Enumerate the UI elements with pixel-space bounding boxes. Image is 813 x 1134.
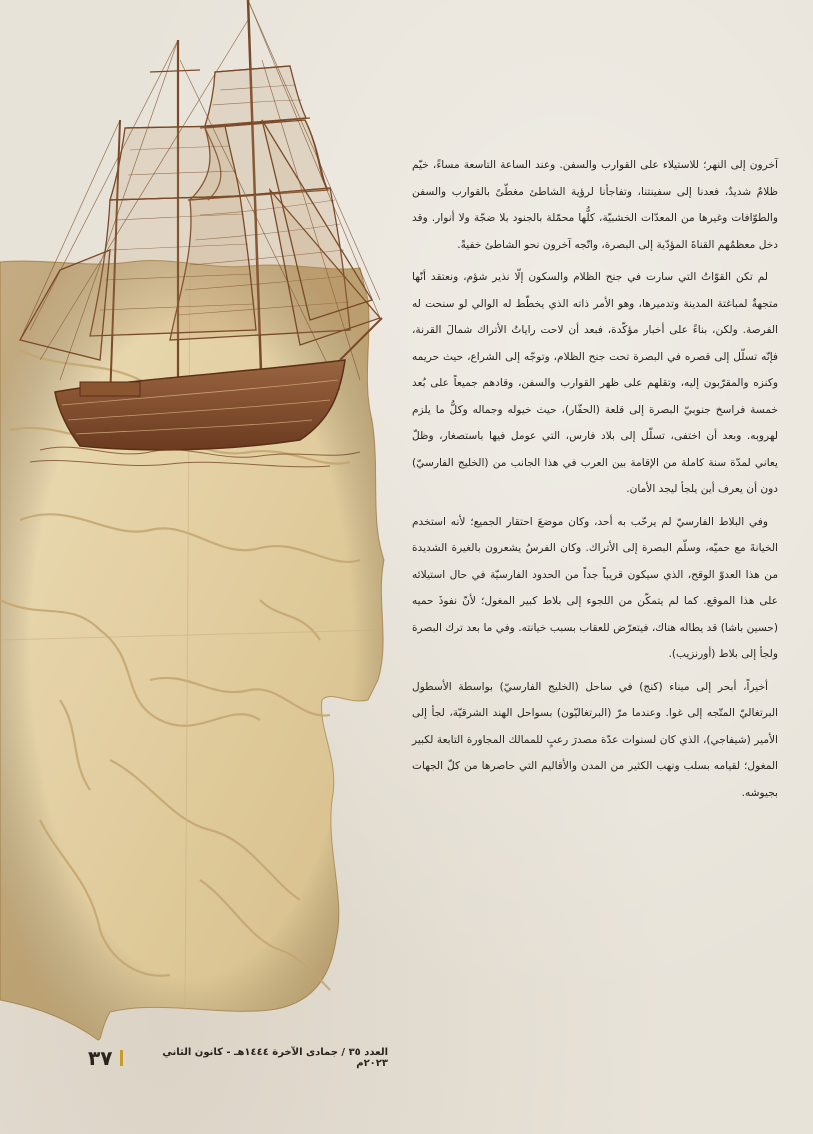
- article-paragraph-3: وفي البلاط الفارسيّ لم يرحّب به أحد، وكان موضعَ احتقار الجميع؛ لأنه استخدم الخيانةَ مع حميّه، وسلّم البصرة إلى الأتراك. وكان الفرسُ يشعرون بالغيرة الشديدة من هذا العدوّ الوقح، الذي سيكون قريباً جداً من الحدود الفارسيّة في حال استيلائه على هذا الموقع. كما لم يتمكّن من اللجوء إلى بلاط كبير المغول؛ لأنّ نفوذَ حميه (حسين باشا) قد يطاله هناك، فيتعرّض للعقاب بسبب خيانته. وفي ما بعد ترك البصرة ولجأ إلى بلاط (أورنزيب).: [412, 515, 778, 660]
- article-body: [412, 152, 778, 812]
- article-paragraph-1: آخرون إلى النهر؛ للاستيلاء على القوارب والسفن. وعند الساعة التاسعة مساءً، خيّم ظلامٌ شديدٌ، فعدنا إلى سفينتنا، وتفاجأنا لرؤية الشاطئ مغطّىً بالقوارب والسفن والطوّافات وغيرها من المعدّات الخشبيّة، كلُّها محمّلة بالجنود بلا ضجّة ولا أنوار. وقد دخل معظمُهم القناةَ المؤدّية إلى البصرة، واتّجه آخرون نحو الشاطئ خفيةً.: [412, 159, 778, 251]
- sailing-ship: [20, 0, 382, 467]
- page-number: ٣٧: [88, 1046, 113, 1070]
- issue-info: العدد ٣٥ / جمادى الآخرة ١٤٤٤هـ - كانون الثاني ٢٠٢٣م: [162, 1047, 388, 1069]
- article-paragraph-4: أخيراً، أبحر إلى ميناء (كنج) في ساحل (الخليج الفارسيّ) بواسطة الأسطول البرتغاليّ المتّجه إلى غوا. وعندما مرّ (البرتغاليّون) بسواحل الهند الشرقيّة، لجأ إلى الأمير (شيفاجي)، الذي كان لسنوات عدّة مصدرَ رعبٍ للممالك المجاورة التابعة لكبير المغول؛ لقيامه بسلب ونهب الكثير من المدن والأقاليم التي حاصرها من كلّ الجهات بجيوشه.: [412, 680, 778, 799]
- page-footer: [88, 1046, 388, 1070]
- footer-divider: [120, 1050, 123, 1066]
- article-paragraph-2: لم تكن القوّاتُ التي سارت في جنح الظلام والسكون إلّا نذير شؤم، ونعتقد أنّها متجهةٌ لمباغتة المدينة وتدميرها، وهو الأمر ذاته الذي يخطّط له الوالي لو سنحت له الفرصة. ولكن، بناءً على أخبار مؤكّدة، فبعد أن لاحت راياتُ الأتراك شمالَ القرنة، فإنّه تسلّل إلى قصره في البصرة تحت جنح الظلام، وتوجّه إلى الشراع، حيث حريمه وكنزه والمقرّبون إليه، وتقلهم على ظهر القوارب والسفن، وقادهم جميعاً على بُعد خمسة فراسخ جنوبيّ البصرة إلى قلعة (الحفّار)، حيث خيوله وجماله وكلُّ ما يلزم لهروبه. وبعد أن اختفى، تسلّل إلى بلاد فارس، التي عومل فيها باستصغار، وظلّ يعاني لمدّة سنة كاملة من الإقامة بين العرب في هذا الجانب من (الخليج الفارسيّ) دون أن يعرف أين يلجأ ليجد الأمان.: [412, 271, 778, 495]
